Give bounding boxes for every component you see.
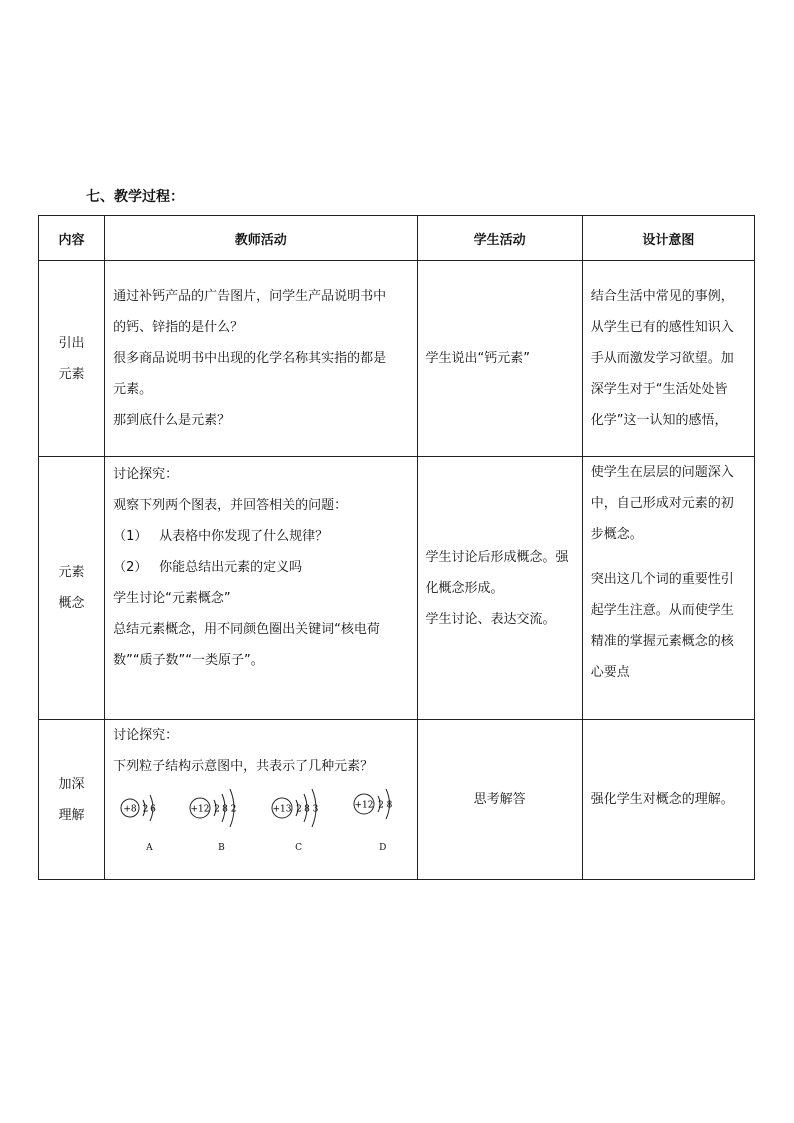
- text-line: 很多商品说明书中出现的化学名称其实指的都是: [113, 351, 387, 366]
- content-label-line: 元素: [58, 565, 85, 580]
- teaching-process-table: [38, 215, 755, 880]
- text-line: 通过补钙产品的广告图片，问学生产品说明书中: [113, 289, 387, 304]
- atom-structure-icon: [269, 786, 339, 838]
- student-activity-cell: [417, 457, 582, 720]
- text-line: 学生讨论“元素概念”: [113, 591, 231, 606]
- teacher-activity-cell: [105, 457, 417, 720]
- text-line: 观察下列两个图表，并回答相关的问题：: [113, 498, 348, 513]
- text-line: 化概念形成。: [425, 580, 504, 596]
- table-row: [39, 457, 755, 720]
- content-cell: [39, 261, 105, 457]
- text-line: 步概念。: [590, 527, 643, 542]
- text-line: 学生说出“钙元素”: [425, 351, 530, 366]
- shell-electrons: 2: [214, 804, 220, 815]
- atom-label: C: [295, 843, 302, 853]
- shell-electrons: 8: [304, 804, 310, 815]
- shell-electrons: 6: [150, 804, 156, 815]
- header-teacher-activity: 教师活动: [105, 216, 417, 261]
- text-line: 化学”这一认知的感悟，: [590, 413, 728, 428]
- nucleus-charge: +8: [123, 804, 137, 815]
- text-line: 心要点: [590, 665, 630, 680]
- header-content: 内容: [39, 216, 105, 261]
- design-intent-cell: [582, 457, 754, 720]
- text-line: 突出这几个词的重要性引: [590, 572, 734, 587]
- content-label-line: 理解: [58, 807, 85, 823]
- text-line: 起学生注意。从而使学生: [590, 603, 734, 618]
- atom-label: B: [218, 843, 225, 853]
- nucleus-charge: +12: [190, 804, 210, 815]
- text-line: 数”“质子数”“一类原子”。: [113, 653, 264, 668]
- text-line: 强化学生对概念的理解。: [590, 792, 734, 807]
- shell-electrons: 2: [230, 804, 237, 815]
- text-line: 讨论探究：: [113, 728, 179, 743]
- question-text: 你能总结出元素的定义吗: [159, 560, 303, 575]
- atom-structure-icon: [351, 786, 411, 838]
- question-text: 从表格中你发现了什么规律？: [159, 529, 329, 544]
- teacher-activity-cell: [105, 720, 417, 880]
- student-activity-cell: [417, 261, 582, 457]
- atom-diagram-c: [269, 786, 339, 853]
- shell-electrons: 8: [386, 800, 393, 811]
- table-row: [39, 261, 755, 457]
- content-cell: [39, 720, 105, 880]
- design-intent-cell: [582, 720, 754, 880]
- text-line: 元素。: [113, 382, 153, 397]
- text-line: 讨论探究：: [113, 467, 179, 482]
- text-line: 学生讨论、表达交流。: [425, 611, 556, 627]
- section-title: 七、教学过程：: [86, 189, 184, 205]
- text-line: 结合生活中常见的事例，: [590, 289, 734, 304]
- design-intent-cell: [582, 261, 754, 457]
- shell-electrons: 2: [378, 800, 384, 811]
- text-line: 精准的掌握元素概念的核: [590, 634, 734, 649]
- text-line: 使学生在层层的问题深入: [590, 465, 734, 480]
- header-design-intent: 设计意图: [582, 216, 754, 261]
- paragraph-gap: [591, 550, 748, 564]
- atom-structure-icon: [119, 786, 179, 838]
- text-line: 从学生已有的感性知识入: [590, 320, 734, 335]
- text-line: 思考解答: [473, 792, 526, 807]
- text-line: 手从而激发学习欲望。加: [590, 351, 734, 366]
- text-line: 学生讨论后形成概念。强: [425, 549, 569, 565]
- table-header-row: [39, 216, 755, 261]
- atom-diagram-b: [187, 786, 257, 853]
- text-line: 深学生对于“生活处处皆: [590, 382, 728, 397]
- question-number: （2）: [113, 560, 148, 575]
- nucleus-charge: +13: [272, 804, 292, 815]
- question-number: （1）: [113, 529, 148, 544]
- atom-label: D: [379, 843, 387, 853]
- nucleus-charge: +12: [354, 800, 374, 811]
- shell-electrons: 2: [142, 804, 149, 815]
- student-activity-cell: [417, 720, 582, 880]
- header-student-activity: 学生活动: [417, 216, 582, 261]
- atom-diagram-d: [351, 786, 411, 853]
- content-label-line: 元素: [58, 366, 85, 382]
- question-line: [113, 521, 410, 552]
- atom-diagram-a: [119, 786, 179, 853]
- content-label-line: 概念: [58, 596, 85, 611]
- content-label-line: 引出: [58, 335, 85, 351]
- question-line: [113, 552, 410, 583]
- teacher-activity-cell: [105, 261, 417, 457]
- atom-structure-diagrams: [113, 786, 410, 856]
- atom-label: A: [146, 843, 153, 853]
- text-line: 下列粒子结构示意图中，共表示了几种元素？: [113, 759, 374, 774]
- table-row: [39, 720, 755, 880]
- shell-electrons: 3: [312, 804, 319, 815]
- content-label-line: 加深: [58, 776, 85, 792]
- shell-electrons: 2: [296, 804, 302, 815]
- text-line: 总结元素概念，用不同颜色圈出关键词“核电荷: [113, 622, 380, 637]
- text-line: 的钙、锌指的是什么？: [113, 320, 244, 335]
- content-cell: [39, 457, 105, 720]
- text-line: 那到底什么是元素？: [113, 413, 231, 428]
- atom-structure-icon: [187, 786, 257, 838]
- shell-electrons: 8: [222, 804, 228, 815]
- text-line: 中，自己形成对元素的初: [590, 496, 734, 511]
